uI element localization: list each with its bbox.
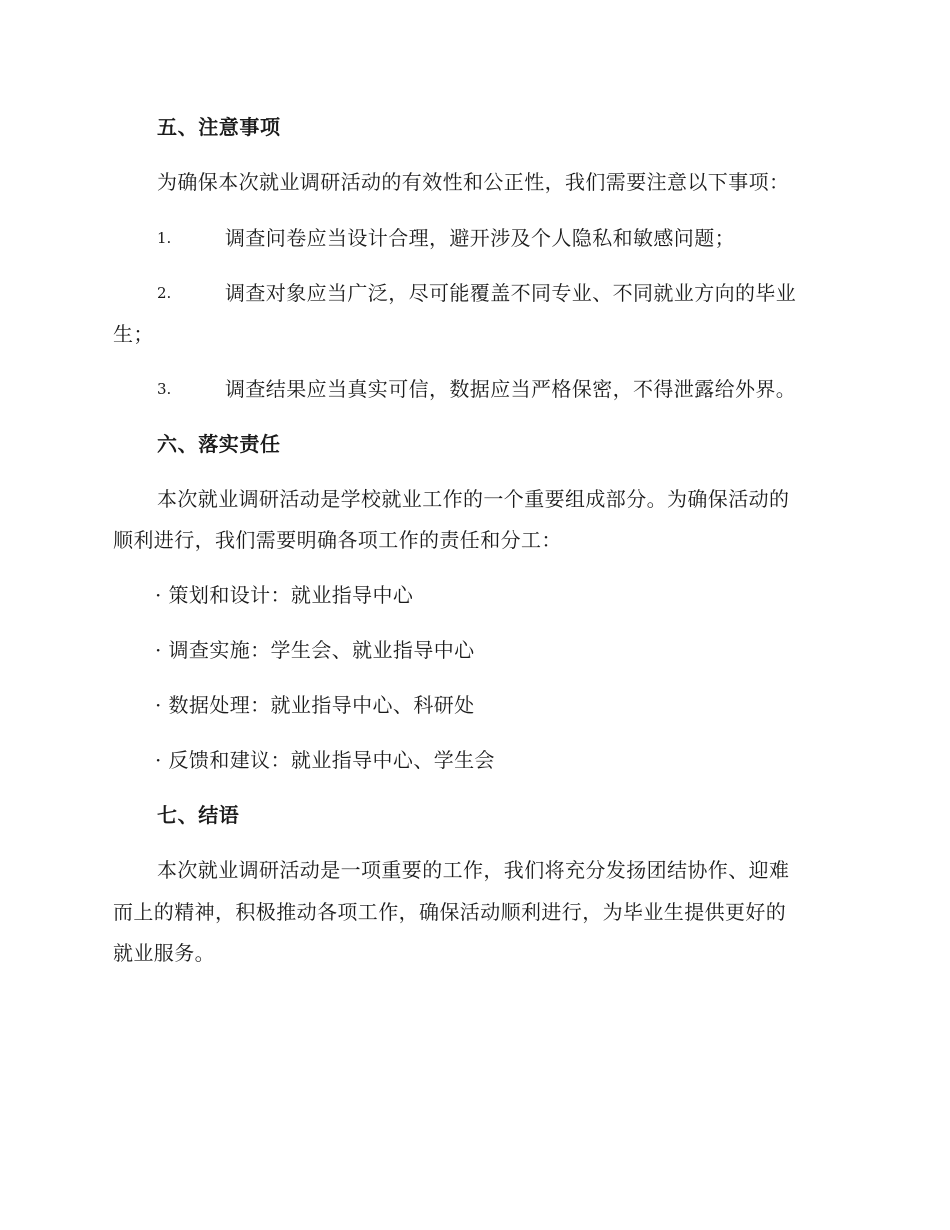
list-item-2: 调查对象应当广泛，尽可能覆盖不同专业、不同就业方向的毕业	[225, 281, 797, 305]
section-heading-5: 五、注意事项	[157, 115, 281, 139]
responsibility-item-data: · 数据处理：就业指导中心、科研处	[155, 693, 475, 717]
section-7-paragraph-line-3: 就业服务。	[113, 941, 215, 965]
section-7-paragraph-line-1: 本次就业调研活动是一项重要的工作，我们将充分发扬团结协作、迎难	[157, 858, 790, 882]
section-heading-7: 七、结语	[157, 803, 240, 827]
responsibility-item-survey: · 调查实施：学生会、就业指导中心	[155, 638, 475, 662]
list-item-1: 调查问卷应当设计合理，避开涉及个人隐私和敏感问题；	[225, 226, 735, 250]
list-number-1: 1.	[157, 229, 172, 247]
responsibility-item-planning: · 策划和设计：就业指导中心	[155, 583, 414, 607]
responsibility-item-feedback: · 反馈和建议：就业指导中心、学生会	[155, 748, 495, 772]
section-5-intro: 为确保本次就业调研活动的有效性和公正性，我们需要注意以下事项：	[157, 170, 790, 194]
list-item-3: 调查结果应当真实可信，数据应当严格保密，不得泄露给外界。	[225, 377, 797, 401]
section-7-paragraph-line-2: 而上的精神，积极推动各项工作，确保活动顺利进行，为毕业生提供更好的	[113, 900, 787, 924]
list-number-2: 2.	[157, 284, 172, 302]
section-heading-6: 六、落实责任	[157, 432, 281, 456]
section-6-paragraph-line-1: 本次就业调研活动是学校就业工作的一个重要组成部分。为确保活动的	[157, 487, 790, 511]
list-item-2-continuation: 生；	[113, 322, 154, 346]
list-number-3: 3.	[157, 380, 172, 398]
section-6-paragraph-line-2: 顺利进行，我们需要明确各项工作的责任和分工：	[113, 528, 562, 552]
